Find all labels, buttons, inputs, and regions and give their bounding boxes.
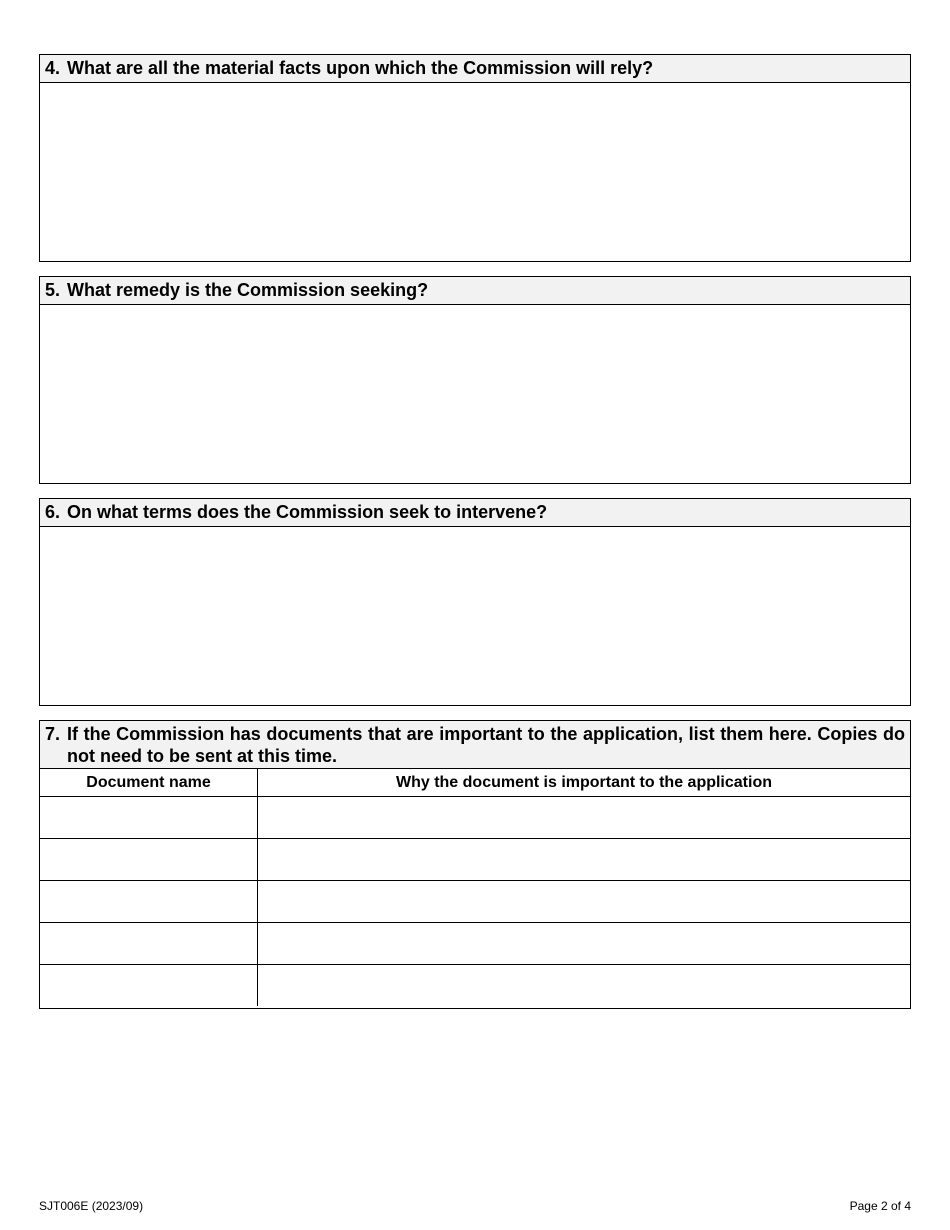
section-question: What are all the material facts upon which the Commission will rely? <box>67 58 654 78</box>
column-header-why-important: Why the document is important to the application <box>258 769 911 797</box>
section-number: 4. <box>45 58 61 78</box>
section-intervention-terms <box>39 498 911 706</box>
document-reason-input[interactable] <box>258 923 910 964</box>
section-number: 6. <box>45 502 61 522</box>
table-row <box>40 965 910 1007</box>
section-header <box>40 277 910 305</box>
table-row <box>40 881 910 923</box>
document-reason-input[interactable] <box>258 881 910 922</box>
section-header <box>40 499 910 527</box>
section-documents <box>39 720 911 1009</box>
section-question: What remedy is the Commission seeking? <box>67 280 429 300</box>
document-reason-input[interactable] <box>258 797 910 838</box>
section-number: 5. <box>45 280 61 300</box>
table-row <box>40 839 910 881</box>
section-question: If the Commission has documents that are important to the application, list them here. Copies do not need to be sent at this time. <box>67 724 905 766</box>
documents-table <box>40 769 910 1006</box>
section-material-facts <box>39 54 911 262</box>
table-row <box>40 797 910 839</box>
page-number: Page 2 of 4 <box>849 1199 911 1213</box>
section-header <box>40 55 910 83</box>
form-code: SJT006E (2023/09) <box>39 1199 144 1213</box>
table-row <box>40 923 910 965</box>
section-question: On what terms does the Commission seek to intervene? <box>67 502 548 522</box>
document-name-input[interactable] <box>40 797 257 838</box>
section-number: 7. <box>45 724 61 744</box>
material-facts-field[interactable] <box>40 83 910 261</box>
document-reason-input[interactable] <box>258 965 910 1006</box>
document-name-input[interactable] <box>40 881 257 922</box>
document-reason-input[interactable] <box>258 839 910 880</box>
intervention-terms-field[interactable] <box>40 527 910 705</box>
column-header-document-name: Document name <box>40 769 258 797</box>
section-header <box>40 721 910 769</box>
document-name-input[interactable] <box>40 923 257 964</box>
document-name-input[interactable] <box>40 839 257 880</box>
remedy-field[interactable] <box>40 305 910 483</box>
document-name-input[interactable] <box>40 965 257 1006</box>
section-remedy <box>39 276 911 484</box>
